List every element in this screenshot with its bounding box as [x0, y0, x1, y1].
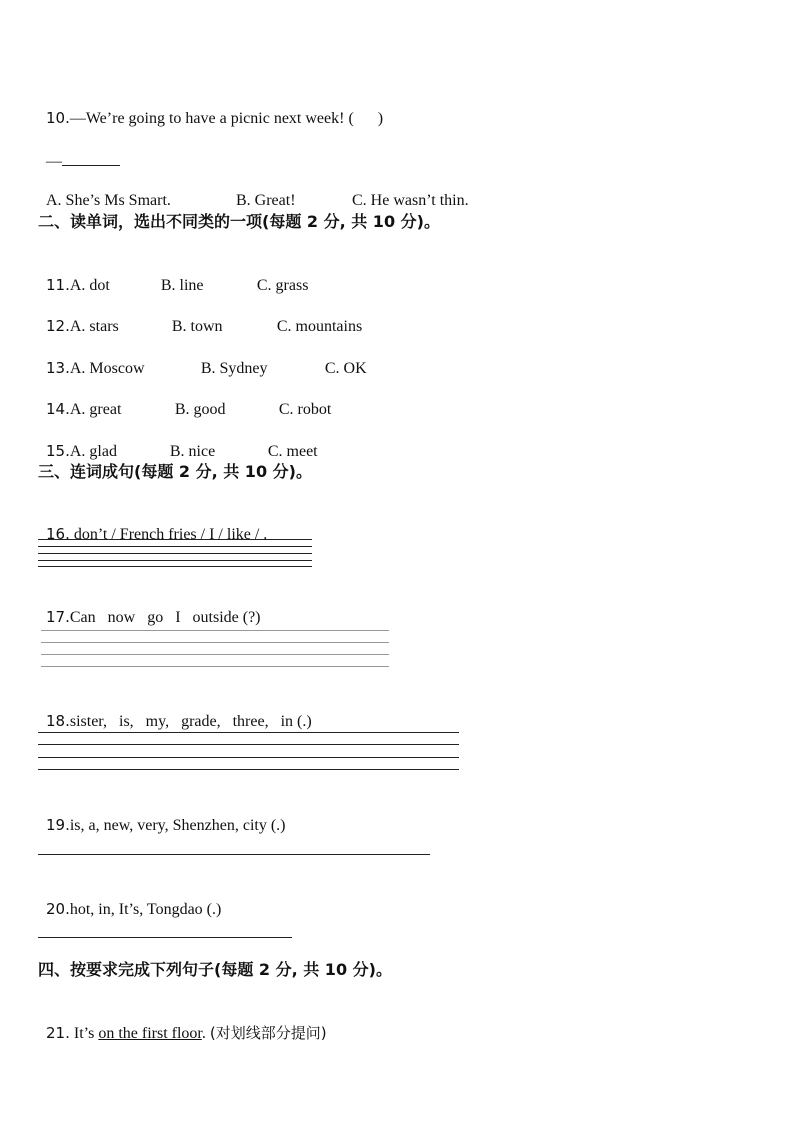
answer-line[interactable]: [38, 546, 312, 547]
answer-line[interactable]: [38, 854, 430, 855]
answer-line[interactable]: [38, 566, 312, 567]
answer-line[interactable]: [38, 539, 312, 540]
answer-line[interactable]: [38, 769, 459, 770]
reply-dash: —: [46, 153, 62, 170]
question-number: 11.: [46, 276, 70, 294]
question-number: 18.: [46, 712, 70, 730]
option-a: A. stars: [69, 318, 119, 335]
answer-line[interactable]: [41, 642, 389, 643]
word-question-13: [38, 338, 367, 379]
answer-line[interactable]: [41, 654, 389, 655]
answer-line[interactable]: [41, 630, 389, 631]
question-number: 20.: [46, 900, 70, 918]
sentence-question-18: [38, 691, 312, 732]
scrambled-words: hot, in, It’s, Tongdao (.): [69, 901, 222, 918]
word-question-14: [38, 379, 331, 420]
answer-line[interactable]: [38, 757, 459, 758]
question-number: 21.: [46, 1024, 70, 1042]
answer-line[interactable]: [38, 744, 459, 745]
answer-blank[interactable]: [62, 151, 120, 166]
option-b: B. good: [174, 401, 226, 418]
option-a: A. Moscow: [69, 360, 145, 377]
instruction: (对划线部分提问): [209, 1024, 327, 1042]
scrambled-words: sister, is, my, grade, three, in (.): [69, 713, 312, 730]
answer-line[interactable]: [38, 937, 292, 938]
option-b: B. town: [171, 318, 223, 335]
option-b: B. line: [160, 277, 204, 294]
option-c: C. meet: [267, 443, 318, 460]
rewrite-question-21: [38, 1003, 327, 1044]
sentence-start: It’s: [69, 1025, 99, 1042]
word-question-12: [38, 296, 362, 337]
q10-options: [38, 171, 469, 211]
scrambled-words: is, a, new, very, Shenzhen, city (.): [69, 817, 286, 834]
question-text: —We’re going to have a picnic next week! ( ): [69, 110, 384, 127]
option-b: B. nice: [169, 443, 216, 460]
scrambled-words: don’t / French fries / I / like / .: [69, 526, 268, 543]
question-number: 10.: [46, 109, 70, 127]
answer-line[interactable]: [38, 553, 312, 554]
option-b: B. Sydney: [200, 360, 268, 377]
question-number: 14.: [46, 400, 70, 418]
option-c: C. robot: [278, 401, 332, 418]
question-number: 17.: [46, 608, 70, 626]
answer-line[interactable]: [38, 732, 459, 733]
question-number: 13.: [46, 359, 70, 377]
question-number: 15.: [46, 442, 70, 460]
option-a: A. great: [69, 401, 122, 418]
option-a: A. glad: [69, 443, 117, 460]
question-number: 12.: [46, 317, 70, 335]
q10-prompt-line: [38, 88, 383, 129]
underlined-phrase: on the first floor: [98, 1025, 202, 1042]
section-4-title: 四、按要求完成下列句子(每题 2 分, 共 10 分)。: [38, 960, 392, 979]
scrambled-words: Can now go I outside (?): [69, 609, 261, 626]
sentence-question-17: [38, 587, 261, 628]
word-question-11: [38, 255, 308, 296]
option-c: C. grass: [256, 277, 309, 294]
answer-line[interactable]: [41, 666, 389, 667]
option-a: A. dot: [69, 277, 110, 294]
q10-reply-line: [38, 131, 120, 172]
option-c: C. He wasn’t thin.: [352, 192, 469, 209]
option-c: C. OK: [324, 360, 367, 377]
sentence-end: .: [201, 1025, 210, 1042]
sentence-question-20: [38, 879, 221, 920]
word-question-15: [38, 421, 318, 462]
question-number: 19.: [46, 816, 70, 834]
section-3-title: 三、连词成句(每题 2 分, 共 10 分)。: [38, 462, 312, 481]
option-c: C. mountains: [276, 318, 363, 335]
answer-line[interactable]: [38, 560, 312, 561]
option-b: B. Great!: [236, 192, 296, 209]
option-a: A. She’s Ms Smart.: [46, 192, 171, 209]
question-number: 16.: [46, 525, 70, 543]
sentence-question-19: [38, 795, 286, 836]
section-2-title: 二、读单词，选出不同类的一项(每题 2 分, 共 10 分)。: [38, 212, 440, 231]
